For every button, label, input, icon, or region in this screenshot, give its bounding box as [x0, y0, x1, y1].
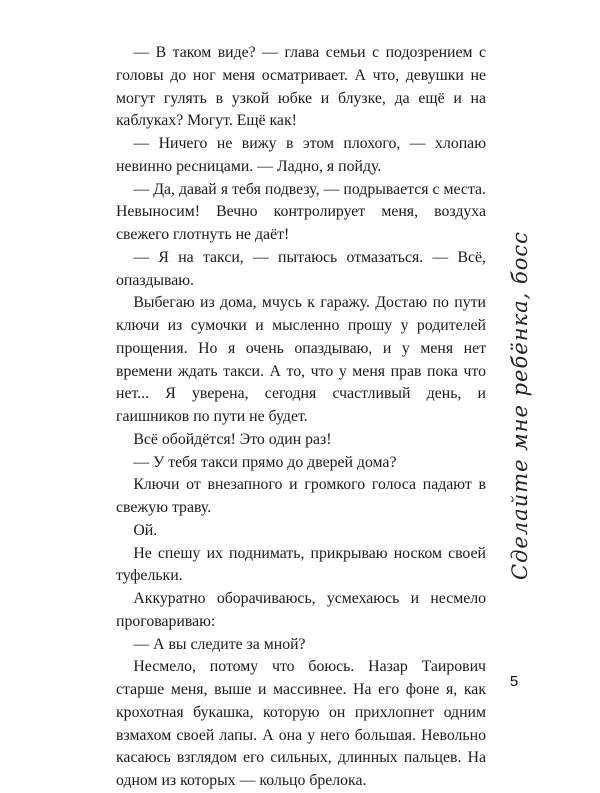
paragraph: Ой. — [133, 521, 158, 539]
page-number: 5 — [509, 673, 519, 690]
paragraph: Не спешу их поднимать, прикрываю носком своей туфельки. — [116, 544, 486, 585]
paragraph: — У тебя такси прямо до дверей дома? — [133, 453, 397, 471]
paragraph: Всё обойдётся! Это один раз! — [133, 430, 332, 448]
paragraph: Несмело, потому что боюсь. Назар Таирович старше меня, выше и массивнее. На его фоне я, как крохотная букашка, которую он прихлопнет одним взмахом своей лапы. А она у него большая. Невольно касаюсь взглядом его сильных, длинных пальцев. На одном из которых — кольцо брелока. — [116, 658, 486, 789]
body-text — [116, 42, 486, 793]
paragraph: Ключи от внезапного и громкого голоса падают в свежую траву. — [116, 476, 486, 516]
paragraph: Выбегаю из дома, мчусь к гаражу. Достаю по пути ключи из сумочки и мысленно прошу у родителей прощения. Но я очень опаздываю, и у меня нет времени ждать такси. А то, что у меня прав пока что нет... Я уверена, сегодня счастливый день, и гаишников по пути не будет. — [116, 294, 486, 425]
paragraph: — Да, давай я тебя подвезу, — подрывается с места. Невыносим! Вечно контролирует меня, воздуха свежего глотнуть не даёт! — [116, 180, 486, 243]
paragraph: — Я на такси, — пытаюсь отмазаться. — Всё, опаздываю. — [116, 248, 486, 289]
paragraph: — Ничего не вижу в этом плохого, — хлопаю невинно ресницами. — Ладно, я пойду. — [116, 135, 486, 175]
paragraph: Аккуратно оборачиваюсь, усмехаюсь и несмело проговариваю: — [116, 590, 486, 630]
running-title: Сделайте мне ребёнка, босс — [508, 231, 532, 580]
paragraph: — А вы следите за мной? — [133, 635, 306, 653]
paragraph: — В таком виде? — глава семьи с подозрением с головы до ног меня осматривает. А что, девушки не могут гулять в узкой юбке и блузке, да ещё и на каблуках? Могут. Ещё как! — [116, 44, 486, 130]
